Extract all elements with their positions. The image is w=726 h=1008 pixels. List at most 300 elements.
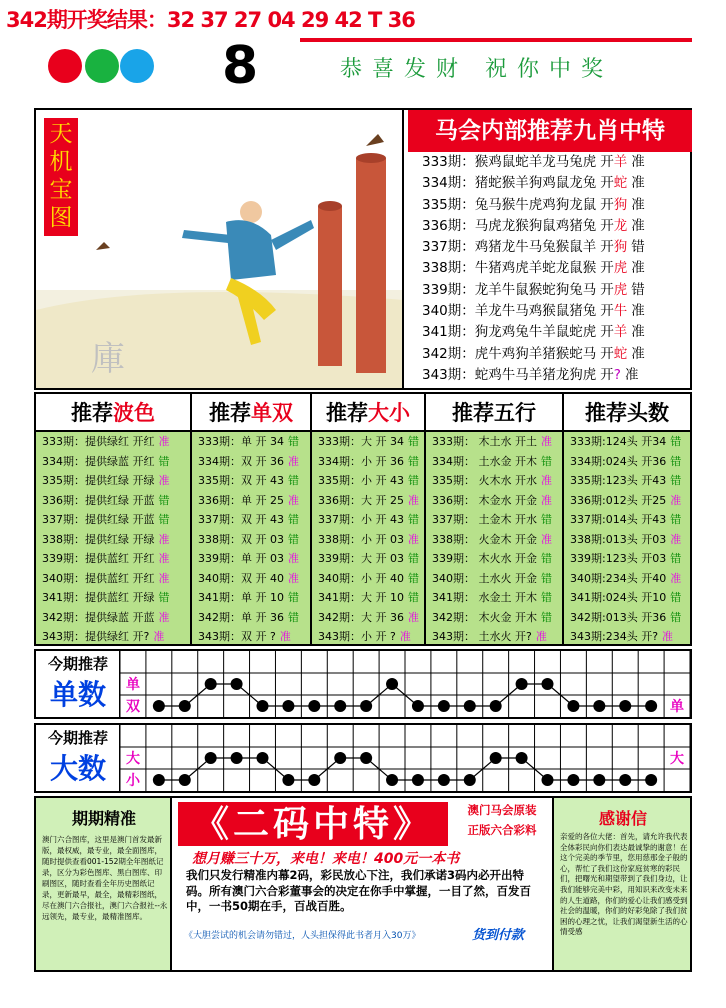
- single-double-label: [36, 651, 120, 717]
- row-text: 333期：单 开 34: [198, 435, 284, 448]
- trend-dot: [334, 752, 346, 764]
- row-text: 341期：单 开 10: [198, 591, 284, 604]
- trend-dot: [542, 774, 554, 786]
- row-text: 342期： 木火金 开木: [432, 610, 537, 624]
- table-row: [36, 569, 190, 589]
- issue-number: 8: [222, 36, 259, 96]
- table-row: [426, 491, 562, 511]
- row-mark: 错: [158, 454, 170, 468]
- row-text: 338期:013头 开03: [570, 532, 667, 546]
- row-text: 340期：提供蓝红 开红: [42, 571, 155, 585]
- row-mark: 错: [288, 474, 299, 487]
- rec9-zodiacs: 羊龙牛马鸡猴鼠猪兔: [474, 303, 597, 320]
- row-mark: 错: [408, 591, 419, 604]
- table-row: [564, 491, 690, 511]
- trend-dot: [282, 700, 294, 712]
- row-mark: 准: [158, 571, 170, 585]
- row-text: 342期：大 开 36: [318, 610, 404, 624]
- row-text: 335期：提供红绿 开绿: [42, 474, 155, 487]
- thank-letter-body: 亲爱的各位大佬：首先，请允许我代表全体彩民向你们表达最诚挚的谢意！在这个完美的季节里，您用慈那金子般的心，帮忙了我们这份家庭贫寒的彩民们，把曙光和期望带到了我们身边，让我们能够完美中彩，用知识来改变未来的人生道路，你们的爱心让我们感受到社会的温暖，你们的好彩兔除了我们贫困的心理之忧，让我们渴望新生活的心情受感: [560, 832, 688, 937]
- row-text: 334期：提供绿蓝 开红: [42, 454, 155, 468]
- row-text: 334期：小 开 36: [318, 454, 404, 468]
- row-text: 335期:123头 开43: [570, 474, 667, 487]
- rec9-hit: 羊: [613, 324, 628, 341]
- row-mark: 准: [158, 474, 170, 487]
- row-text: 337期：小 开 43: [318, 513, 404, 526]
- trend-dot: [619, 774, 631, 786]
- trend-dot: [360, 700, 372, 712]
- rec9-open: 开: [600, 324, 614, 341]
- row-text: 334期：双 开 36: [198, 454, 284, 468]
- thank-letter-title: 感谢信: [598, 809, 647, 828]
- row-text: 340期：双 开 40: [198, 571, 284, 585]
- table-row: [312, 627, 424, 647]
- column-header-main: 推荐头数: [585, 401, 669, 425]
- rec9-row: [408, 365, 692, 386]
- trend-dot: [231, 678, 243, 690]
- rec9-hit: ?: [613, 366, 621, 383]
- row-mark: 准: [541, 532, 552, 546]
- rec9-open: 开: [600, 175, 614, 192]
- row-mark: 准: [158, 532, 170, 546]
- table-row: [312, 569, 424, 589]
- svg-text:庫: 庫: [91, 339, 125, 379]
- rec9-row: [408, 258, 692, 279]
- trend-dot: [567, 700, 579, 712]
- row-text: 340期： 土水火 开金: [432, 571, 537, 585]
- trend-dot: [464, 774, 476, 786]
- single-double-label-2: 单数: [49, 678, 106, 711]
- row-mark: 错: [541, 610, 552, 624]
- rec9-zodiacs: 猪蛇猴羊狗鸡鼠龙兔: [474, 175, 597, 192]
- column-header-main: 推荐: [326, 401, 368, 425]
- table-row: [192, 608, 310, 628]
- table-row: [36, 588, 190, 608]
- row-text: 343期： 土水火 开?: [432, 630, 532, 643]
- table-row: [564, 588, 690, 608]
- rec9-hit: 虎: [613, 281, 628, 298]
- single-double-grid: [120, 651, 690, 717]
- row-mark: 错: [541, 552, 552, 565]
- bottom-left-title: 期期精准: [71, 809, 136, 828]
- row-text: 341期:024头 开10: [570, 591, 667, 604]
- table-row: [192, 452, 310, 472]
- row-text: 337期： 土金木 开水: [432, 513, 537, 526]
- table-row: [564, 432, 690, 452]
- table-row: [426, 569, 562, 589]
- row-text: 338期：小 开 03: [318, 532, 404, 546]
- rec9-result: 准: [631, 303, 645, 320]
- row-mark: 准: [541, 435, 552, 448]
- rec9-open: 开: [600, 303, 614, 320]
- row-text: 343期：提供绿红 开?: [42, 630, 150, 643]
- table-row: [312, 530, 424, 550]
- trend-dot: [179, 700, 191, 712]
- row-mark: 准: [541, 493, 552, 507]
- column-header: [426, 394, 562, 432]
- row-text: 336期：单 开 25: [198, 493, 284, 507]
- trend-dot: [179, 774, 191, 786]
- row-mark: 错: [288, 591, 299, 604]
- trend-dot: [257, 752, 269, 764]
- rec9-period: 334期：: [422, 175, 475, 192]
- table-row: [312, 510, 424, 530]
- table-row: [426, 608, 562, 628]
- row-mark: 准: [408, 610, 419, 624]
- row-mark: 准: [288, 571, 299, 585]
- trend-dot: [412, 774, 424, 786]
- rec9-result: 准: [631, 196, 645, 213]
- row-mark: 错: [288, 532, 299, 546]
- row-text: 336期：提供红绿 开蓝: [42, 493, 155, 507]
- table-row: [426, 510, 562, 530]
- rec9-open: 开: [600, 260, 614, 277]
- row-text: 335期： 火木水 开水: [432, 474, 537, 487]
- row-text: 339期：大 开 03: [318, 552, 404, 565]
- rec9-row: [408, 322, 692, 343]
- row-mark: 准: [662, 630, 674, 643]
- row-text: 340期：小 开 40: [318, 571, 404, 585]
- table-row: [564, 471, 690, 491]
- row-mark: 准: [158, 435, 170, 448]
- trend-dot: [308, 774, 320, 786]
- rec9-row: [408, 152, 692, 173]
- row-text: 341期：提供蓝红 开绿: [42, 591, 155, 604]
- rec9-zodiacs: 牛猪鸡虎羊蛇龙鼠猴: [474, 260, 597, 277]
- table-row: [564, 569, 690, 589]
- row-mark: 错: [670, 513, 682, 526]
- rec9-result: 准: [631, 175, 645, 192]
- row-mark: 错: [670, 435, 682, 448]
- rec9-row: [408, 216, 692, 237]
- bottom-right-panel: [552, 798, 690, 970]
- row-mark: 错: [158, 493, 170, 507]
- row-text: 339期：单 开 03: [198, 552, 284, 565]
- row-text: 337期：双 开 43: [198, 513, 284, 526]
- row-text: 335期：双 开 43: [198, 474, 284, 487]
- trend-dot: [360, 752, 372, 764]
- row-mark: 准: [288, 552, 299, 565]
- bottom-middle-panel: [174, 798, 550, 970]
- banner-side-2: 正版六合彩料: [467, 823, 537, 837]
- row-text: 334期:024头 开36: [570, 454, 667, 468]
- table-row: [564, 510, 690, 530]
- column-header-highlight: 波色: [113, 401, 155, 425]
- rec9-row: [408, 301, 692, 322]
- row-mark: 准: [541, 474, 552, 487]
- row-mark: 错: [541, 513, 552, 526]
- trend-dot: [153, 774, 165, 786]
- trend-dot: [308, 700, 320, 712]
- row-text: 342期：单 开 36: [198, 610, 284, 624]
- rec9-period: 335期：: [422, 196, 475, 213]
- table-row: [192, 491, 310, 511]
- rec9-result: 准: [631, 154, 645, 170]
- rec9-zodiacs: 马虎龙猴狗鼠鸡猪兔: [474, 217, 597, 234]
- column-header: [36, 394, 190, 432]
- trend-dot: [516, 752, 528, 764]
- red-ball-icon: [48, 49, 82, 83]
- table-column: [426, 394, 564, 644]
- column-header: [192, 394, 310, 432]
- rec9-row: [408, 195, 692, 216]
- row-mark: 错: [408, 552, 419, 565]
- row-text: 333期： 木土水 开土: [432, 435, 537, 448]
- row-mark: 准: [153, 630, 165, 643]
- trend-dot: [464, 700, 476, 712]
- row-mark: 错: [288, 610, 299, 624]
- column-header: [564, 394, 690, 432]
- row-mark: 准: [158, 610, 170, 624]
- call-slogan: 想月赚三十万，来电！来电！400元一本书: [192, 851, 460, 867]
- row-mark: 准: [158, 552, 170, 565]
- rec9-row: [408, 173, 692, 194]
- column-header-highlight: 单双: [251, 401, 293, 425]
- row-mark: 错: [408, 571, 419, 585]
- table-column: [192, 394, 312, 644]
- trend-dot: [386, 678, 398, 690]
- rec9-hit: 虎: [613, 260, 628, 277]
- rec9-result: 准: [624, 366, 639, 383]
- big-small-grid: [120, 725, 690, 791]
- big-small-label-2: 大数: [49, 752, 106, 785]
- rec9-period: 341期：: [422, 324, 475, 341]
- row-text: 338期： 火金木 开金: [432, 532, 537, 546]
- rec9-zodiacs: 蛇鸡牛马羊猪龙狗虎: [474, 366, 597, 383]
- table-row: [312, 491, 424, 511]
- row-mark: 错: [670, 454, 682, 468]
- row-mark: 错: [288, 435, 299, 448]
- row-text: 343期：小 开 ?: [318, 630, 396, 643]
- row-mark: 准: [288, 493, 299, 507]
- row-mark: 错: [158, 591, 170, 604]
- rec9-zodiacs: 狗龙鸡兔牛羊鼠蛇虎: [474, 324, 597, 341]
- row-text: 336期：大 开 25: [318, 493, 404, 507]
- table-row: [36, 491, 190, 511]
- prediction-table: [34, 392, 692, 646]
- trend-dot: [567, 774, 579, 786]
- row-text: 343期：双 开 ?: [198, 630, 276, 643]
- table-column: [312, 394, 426, 644]
- rec9-period: 342期：: [422, 345, 475, 362]
- trend-dot: [153, 700, 165, 712]
- row-mark: 错: [670, 610, 682, 624]
- rec9-period: 338期：: [422, 260, 475, 277]
- trend-dot: [593, 700, 605, 712]
- table-row: [564, 549, 690, 569]
- rec9-open: 开: [600, 239, 614, 256]
- row-text: 339期:123头 开03: [570, 552, 667, 565]
- table-row: [426, 452, 562, 472]
- row-text: 339期：提供蓝红 开红: [42, 552, 155, 565]
- column-header-main: 推荐五行: [452, 401, 536, 425]
- green-ball-icon: [85, 49, 119, 83]
- trend-dot: [645, 774, 657, 786]
- table-row: [312, 432, 424, 452]
- row-mark: 准: [399, 630, 411, 643]
- table-column: [564, 394, 690, 644]
- header-divider: [300, 38, 692, 42]
- grid-end-label: 大: [670, 751, 685, 767]
- table-row: [36, 608, 190, 628]
- row-text: 343期:234头 开?: [570, 630, 659, 643]
- row-text: 333期:124头 开34: [570, 435, 667, 448]
- row-mark: 准: [288, 454, 299, 468]
- row-text: 338期：双 开 03: [198, 532, 284, 546]
- row-mark: 错: [408, 435, 419, 448]
- table-row: [192, 432, 310, 452]
- table-row: [426, 530, 562, 550]
- rec9-zodiacs: 龙羊牛鼠猴蛇狗兔马: [474, 281, 597, 298]
- rec9-period: 343期：: [422, 366, 475, 383]
- table-column: [36, 394, 192, 644]
- table-row: [192, 510, 310, 530]
- table-row: [36, 530, 190, 550]
- bottom-left-panel: [36, 798, 172, 970]
- rec9-hit: 狗: [613, 196, 628, 213]
- column-header-highlight: 大小: [368, 401, 410, 425]
- row-mark: 准: [279, 630, 291, 643]
- rec9-result: 准: [631, 345, 645, 362]
- grid-top-label: 单: [125, 677, 140, 693]
- rec9-zodiacs: 兔马猴牛虎鸡狗龙鼠: [474, 196, 597, 213]
- row-text: 341期：大 开 10: [318, 591, 404, 604]
- picture-title: 天机宝图: [44, 118, 78, 236]
- row-mark: 准: [670, 493, 682, 507]
- row-mark: 准: [670, 571, 682, 585]
- rec9-row: [408, 280, 692, 301]
- row-text: 333期：提供绿红 开红: [42, 435, 155, 448]
- row-text: 336期:012头 开25: [570, 493, 667, 507]
- row-text: 338期：提供红绿 开绿: [42, 532, 155, 546]
- big-small-label-1: 今期推荐: [47, 729, 108, 747]
- rec9-row: [408, 237, 692, 258]
- table-row: [192, 569, 310, 589]
- trend-dot: [619, 700, 631, 712]
- ad-body: 我们只发行精准内幕2码，彩民放心下注，我们承诺3码内必开出特码。所有澳门六合彩董事会的决定在你手中掌握，一目了然，百发百中，一书50期在手，百战百胜。: [186, 868, 531, 913]
- table-row: [564, 530, 690, 550]
- row-text: 337期：提供红绿 开蓝: [42, 513, 155, 526]
- table-row: [192, 471, 310, 491]
- row-mark: 准: [535, 630, 547, 643]
- rec9-open: 开: [600, 281, 614, 298]
- rec9-period: 333期：: [422, 154, 475, 170]
- two-code-banner: 《二码中特》: [178, 802, 448, 846]
- rec9-period: 339期：: [422, 281, 475, 298]
- rec9-result: 准: [631, 260, 645, 277]
- trend-dot: [205, 752, 217, 764]
- row-text: 339期： 木火水 开金: [432, 552, 537, 565]
- cartoon-illustration: [36, 110, 404, 388]
- grid-bottom-label: 双: [125, 699, 140, 715]
- trend-dot: [386, 774, 398, 786]
- rec9-title: 马会内部推荐九肖中特: [408, 110, 692, 152]
- trend-dot: [490, 752, 502, 764]
- table-row: [36, 432, 190, 452]
- table-row: [564, 608, 690, 628]
- trend-dot: [438, 700, 450, 712]
- table-row: [312, 471, 424, 491]
- trend-dot: [231, 752, 243, 764]
- table-row: [192, 588, 310, 608]
- rec9-period: 336期：: [422, 217, 475, 234]
- trend-dot: [645, 700, 657, 712]
- table-row: [312, 588, 424, 608]
- table-row: [426, 471, 562, 491]
- rec9-open: 开: [600, 196, 614, 213]
- table-row: [36, 452, 190, 472]
- cash-on-delivery: 货到付款: [472, 928, 525, 943]
- rec9-result: 错: [631, 239, 645, 256]
- rec9-hit: 蛇: [613, 345, 628, 362]
- grid-top-label: 大: [125, 751, 140, 767]
- single-double-chart: [34, 649, 692, 719]
- row-mark: 错: [288, 513, 299, 526]
- row-text: 342期:013头 开36: [570, 610, 667, 624]
- bottom-left-body: 澳门六合图库，这里是澳门首发最新版，最权威，最专业，最全面图库，随时提供查看001-152期全年图纸记录，区分为彩色图库、黑白图库、印刷图区，随时查看全年历史图纸记录，更新最早，最全，最精彩图纸，尽在澳门六合报社，澳门六合报社--永远领先，最专业，最精准图库。: [42, 835, 168, 921]
- table-row: [36, 549, 190, 569]
- table-row: [192, 627, 310, 647]
- table-row: [312, 608, 424, 628]
- ad-foot: 《大胆尝试的机会请勿错过，人头担保得此书者月入30万》: [184, 931, 421, 941]
- rec9-hit: 蛇: [613, 175, 628, 192]
- column-header-main: 推荐: [71, 401, 113, 425]
- row-mark: 错: [158, 513, 170, 526]
- row-text: 334期： 土水金 开木: [432, 454, 537, 468]
- big-small-label: [36, 725, 120, 791]
- table-row: [36, 627, 190, 647]
- grid-bottom-label: 小: [125, 773, 140, 789]
- rec9-period: 337期：: [422, 239, 475, 256]
- table-row: [36, 471, 190, 491]
- rec9-list: [408, 152, 692, 388]
- header-slogan: 恭喜发财 祝你中奖: [340, 57, 613, 82]
- trend-dot: [282, 774, 294, 786]
- table-row: [36, 510, 190, 530]
- table-row: [426, 588, 562, 608]
- row-mark: 准: [670, 532, 682, 546]
- rec9-zodiacs: 鸡猪龙牛马兔猴鼠羊: [474, 239, 597, 256]
- row-text: 341期： 水金土 开木: [432, 591, 537, 604]
- rec9-open: 开: [600, 345, 614, 362]
- banner-side-1: 澳门马会原装: [467, 803, 537, 817]
- table-row: [192, 530, 310, 550]
- row-mark: 错: [670, 552, 682, 565]
- trend-dot: [334, 700, 346, 712]
- trend-dot: [593, 774, 605, 786]
- row-mark: 错: [408, 454, 419, 468]
- table-row: [564, 452, 690, 472]
- row-mark: 错: [541, 454, 552, 468]
- rec9-zodiacs: 猴鸡鼠蛇羊龙马兔虎: [474, 154, 597, 170]
- rec9-open: 开: [600, 366, 614, 383]
- rec9-hit: 狗: [613, 239, 628, 256]
- table-row: [426, 549, 562, 569]
- row-mark: 错: [408, 513, 419, 526]
- row-text: 337期:014头 开43: [570, 513, 667, 526]
- big-small-chart: [34, 723, 692, 793]
- rec9-row: [408, 344, 692, 365]
- column-header: [312, 394, 424, 432]
- grid-end-label: 单: [670, 699, 685, 715]
- row-text: 333期：大 开 34: [318, 435, 404, 448]
- single-double-label-1: 今期推荐: [47, 655, 108, 673]
- trend-dot: [412, 700, 424, 712]
- draw-result: 342期开奖结果：32 37 27 04 29 42 T 36: [6, 8, 415, 32]
- trend-dot: [205, 678, 217, 690]
- row-mark: 错: [541, 591, 552, 604]
- rec9-hit: 牛: [613, 303, 628, 320]
